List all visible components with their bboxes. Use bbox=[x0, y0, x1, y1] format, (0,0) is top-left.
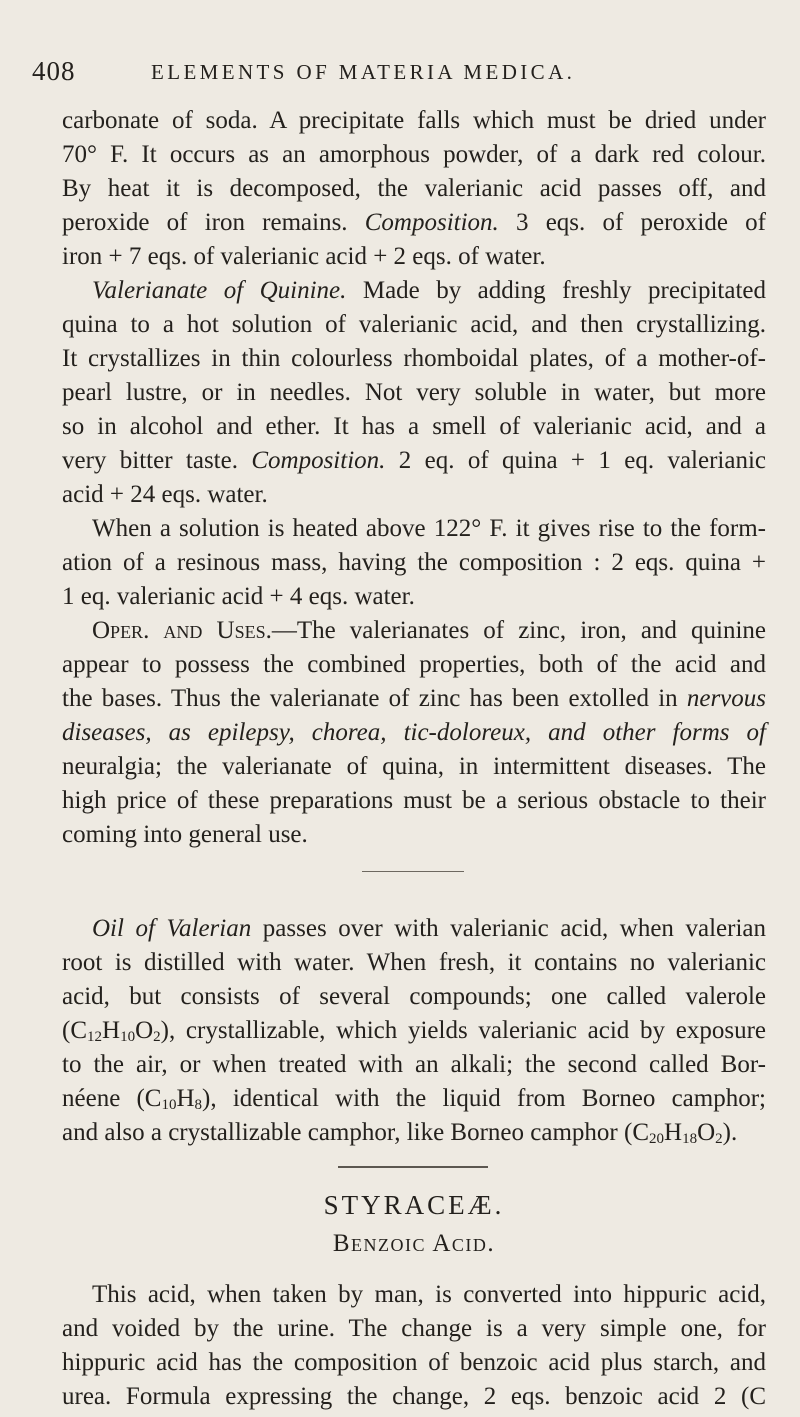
text-line: carbonate of soda. A precipitate falls which must be dried under bbox=[62, 107, 766, 134]
text-line: diseases, as epilepsy, chorea, tic-doloreux, and other forms of bbox=[62, 719, 766, 746]
paragraph-heading: Valerianate of Quinine. bbox=[92, 277, 347, 304]
text-line: Valerianate of Quinine. Made by adding freshly precipitated bbox=[92, 277, 766, 304]
paragraph-heading: Oper. and Uses. bbox=[92, 617, 272, 644]
text-line: so in alcohol and ether. It has a smell of valerianic acid, and a bbox=[62, 413, 766, 440]
text-line: acid, but consists of several compounds; one called valerole bbox=[62, 983, 766, 1010]
text-line: coming into general use. bbox=[62, 821, 308, 848]
text-line: When a solution is heated above 122° F. it gives rise to the form- bbox=[92, 515, 766, 542]
text-line: urea. Formula expressing the change, 2 eqs. benzoic acid 2 (C bbox=[62, 1383, 766, 1410]
page-header bbox=[32, 56, 766, 86]
section-title: STYRACEÆ. bbox=[323, 1190, 505, 1220]
text-line: pearl lustre, or in needles. Not very soluble in water, but more bbox=[62, 379, 766, 406]
paragraph-heading: Oil of Valerian bbox=[92, 915, 252, 942]
text-line: Oil of Valerian passes over with valerianic acid, when valerian bbox=[92, 915, 766, 942]
text-line: Oper. and Uses.—The valerianates of zinc, iron, and quinine bbox=[92, 617, 766, 644]
text-line: peroxide of iron remains. Composition. 3 eqs. of peroxide of bbox=[62, 209, 766, 236]
section-divider bbox=[362, 871, 464, 872]
page-number: 408 bbox=[32, 56, 76, 86]
text-line: high price of these preparations must be a serious obstacle to their bbox=[62, 787, 766, 814]
running-title: ELEMENTS OF MATERIA MEDICA. bbox=[151, 60, 576, 84]
section-divider bbox=[338, 1166, 488, 1168]
text-line: iron + 7 eqs. of valerianic acid + 2 eqs. of water. bbox=[62, 243, 546, 270]
subsection-title: Benzoic Acid. bbox=[332, 1230, 496, 1257]
text-line: neuralgia; the valerianate of quina, in intermittent diseases. The bbox=[62, 753, 766, 780]
text-line: and also a crystallizable camphor, like Borneo camphor $(C_{20}H_{18}O_2)$. bbox=[62, 1119, 738, 1147]
text-line: acid + 24 eqs. water. bbox=[62, 481, 268, 508]
text-line: very bitter taste. Composition. 2 eq. of quina + 1 eq. valerianic bbox=[62, 447, 766, 474]
text-line: $(C_{12}H_{10}O_2)$, crystallizable, which yields valerianic acid by exposure bbox=[62, 1017, 766, 1045]
text-line: ation of a resinous mass, having the composition : 2 eqs. quina + bbox=[62, 549, 766, 576]
text-line: It crystallizes in thin colourless rhomboidal plates, of a mother-of- bbox=[62, 345, 766, 372]
text-line: By heat it is decomposed, the valerianic acid passes off, and bbox=[62, 175, 766, 202]
text-line: néene $(C_{10}H_8)$, identical with the liquid from Borneo camphor; bbox=[62, 1085, 766, 1113]
composition-label: Composition. bbox=[251, 447, 386, 474]
composition-label: Composition. bbox=[364, 209, 499, 236]
text-line: This acid, when taken by man, is converted into hippuric acid, bbox=[92, 1281, 766, 1308]
text-line: the bases. Thus the valerianate of zinc has been extolled in nervous bbox=[62, 685, 766, 712]
text-line: to the air, or when treated with an alkali; the second called Bor- bbox=[62, 1051, 766, 1078]
text-line: 1 eq. valerianic acid + 4 eqs. water. bbox=[62, 583, 415, 610]
text-line: appear to possess the combined properties, both of the acid and bbox=[62, 651, 766, 678]
text-line: root is distilled with water. When fresh, it contains no valerianic bbox=[62, 949, 766, 976]
text-line: 70° F. It occurs as an amorphous powder, of a dark red colour. bbox=[62, 141, 766, 168]
text-line: quina to a hot solution of valerianic acid, and then crystallizing. bbox=[62, 311, 766, 338]
text-line: and voided by the urine. The change is a very simple one, for bbox=[62, 1315, 766, 1342]
text-line: hippuric acid has the composition of benzoic acid plus starch, and bbox=[62, 1349, 766, 1376]
